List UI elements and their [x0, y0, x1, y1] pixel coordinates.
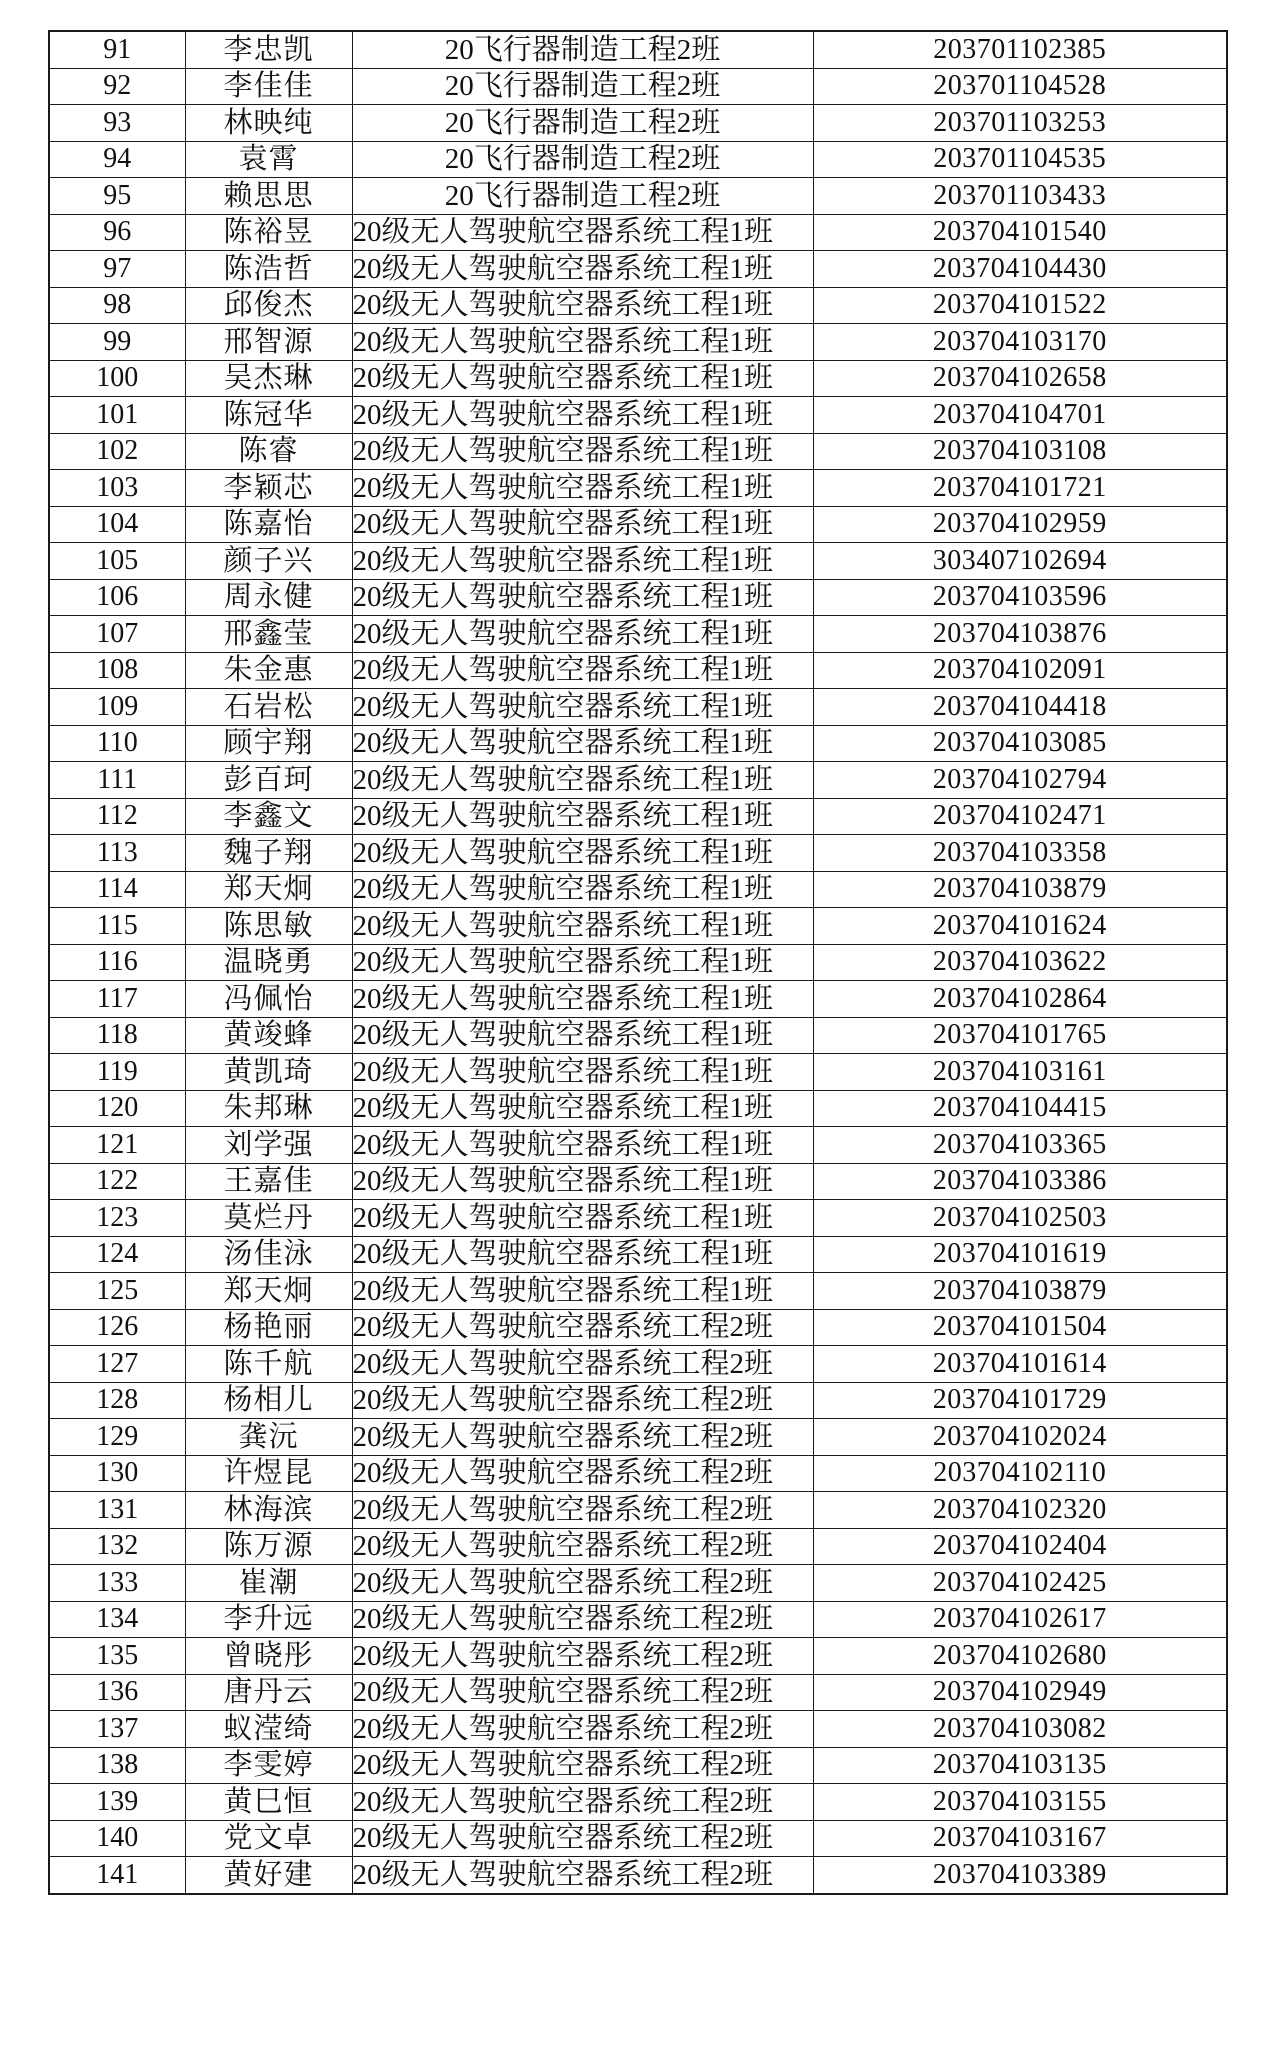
- student-id-cell: 203704101729: [813, 1382, 1227, 1419]
- student-name-cell: 陈千航: [185, 1346, 352, 1383]
- student-id-cell: 203704103386: [813, 1163, 1227, 1200]
- row-number-cell: 118: [49, 1017, 185, 1054]
- student-id-cell: 203704103161: [813, 1054, 1227, 1091]
- class-name-cell: 20级无人驾驶航空器系统工程1班: [352, 725, 813, 762]
- class-name-cell: 20级无人驾驶航空器系统工程1班: [352, 981, 813, 1018]
- student-id-cell: 203704103170: [813, 324, 1227, 361]
- student-id-cell: 203704104430: [813, 251, 1227, 288]
- student-name-cell: 许煜昆: [185, 1455, 352, 1492]
- table-row: [49, 141, 1227, 178]
- table-row: [49, 1674, 1227, 1711]
- class-name-cell: 20飞行器制造工程2班: [352, 141, 813, 178]
- table-row: [49, 652, 1227, 689]
- class-name-cell: 20级无人驾驶航空器系统工程1班: [352, 1090, 813, 1127]
- row-number-cell: 141: [49, 1857, 185, 1894]
- table-row: [49, 470, 1227, 507]
- student-id-cell: 203704101619: [813, 1236, 1227, 1273]
- row-number-cell: 104: [49, 506, 185, 543]
- class-name-cell: 20级无人驾驶航空器系统工程1班: [352, 1163, 813, 1200]
- class-name-cell: 20级无人驾驶航空器系统工程2班: [352, 1309, 813, 1346]
- row-number-cell: 122: [49, 1163, 185, 1200]
- student-name-cell: 陈万源: [185, 1528, 352, 1565]
- class-name-cell: 20级无人驾驶航空器系统工程1班: [352, 1017, 813, 1054]
- class-name-cell: 20级无人驾驶航空器系统工程2班: [352, 1565, 813, 1602]
- student-id-cell: 203704103596: [813, 579, 1227, 616]
- row-number-cell: 95: [49, 178, 185, 215]
- table-row: [49, 1492, 1227, 1529]
- table-row: [49, 689, 1227, 726]
- student-id-cell: 203701102385: [813, 31, 1227, 68]
- row-number-cell: 108: [49, 652, 185, 689]
- student-name-cell: 林海滨: [185, 1492, 352, 1529]
- row-number-cell: 136: [49, 1674, 185, 1711]
- class-name-cell: 20级无人驾驶航空器系统工程2班: [352, 1419, 813, 1456]
- row-number-cell: 134: [49, 1601, 185, 1638]
- class-name-cell: 20级无人驾驶航空器系统工程1班: [352, 908, 813, 945]
- student-id-cell: 203704102949: [813, 1674, 1227, 1711]
- class-name-cell: 20飞行器制造工程2班: [352, 68, 813, 105]
- student-id-cell: 203704103085: [813, 725, 1227, 762]
- class-name-cell: 20级无人驾驶航空器系统工程2班: [352, 1784, 813, 1821]
- student-name-cell: 石岩松: [185, 689, 352, 726]
- table-row: [49, 1528, 1227, 1565]
- student-id-cell: 203704102110: [813, 1455, 1227, 1492]
- class-name-cell: 20级无人驾驶航空器系统工程1班: [352, 689, 813, 726]
- table-row: [49, 1419, 1227, 1456]
- student-name-cell: 曾晓彤: [185, 1638, 352, 1675]
- student-id-cell: 303407102694: [813, 543, 1227, 580]
- student-id-cell: 203704101504: [813, 1309, 1227, 1346]
- student-id-cell: 203704101624: [813, 908, 1227, 945]
- class-name-cell: 20级无人驾驶航空器系统工程1班: [352, 1273, 813, 1310]
- table-row: [49, 871, 1227, 908]
- table-row: [49, 1017, 1227, 1054]
- student-name-cell: 吴杰琳: [185, 360, 352, 397]
- table-row: [49, 725, 1227, 762]
- table-row: [49, 1382, 1227, 1419]
- row-number-cell: 128: [49, 1382, 185, 1419]
- table-row: [49, 1784, 1227, 1821]
- table-row: [49, 506, 1227, 543]
- row-number-cell: 114: [49, 871, 185, 908]
- student-roster-table: [48, 30, 1228, 1895]
- table-row: [49, 1820, 1227, 1857]
- row-number-cell: 96: [49, 214, 185, 251]
- table-row: [49, 1127, 1227, 1164]
- class-name-cell: 20级无人驾驶航空器系统工程1班: [352, 1236, 813, 1273]
- student-id-cell: 203704102959: [813, 506, 1227, 543]
- table-row: [49, 1857, 1227, 1894]
- class-name-cell: 20级无人驾驶航空器系统工程1班: [352, 324, 813, 361]
- student-name-cell: 周永健: [185, 579, 352, 616]
- student-name-cell: 陈浩哲: [185, 251, 352, 288]
- class-name-cell: 20级无人驾驶航空器系统工程2班: [352, 1601, 813, 1638]
- table-row: [49, 1090, 1227, 1127]
- student-name-cell: 温晓勇: [185, 944, 352, 981]
- row-number-cell: 112: [49, 798, 185, 835]
- row-number-cell: 133: [49, 1565, 185, 1602]
- table-row: [49, 360, 1227, 397]
- class-name-cell: 20级无人驾驶航空器系统工程1班: [352, 360, 813, 397]
- student-name-cell: 邱俊杰: [185, 287, 352, 324]
- class-name-cell: 20级无人驾驶航空器系统工程2班: [352, 1528, 813, 1565]
- table-row: [49, 1054, 1227, 1091]
- row-number-cell: 92: [49, 68, 185, 105]
- row-number-cell: 113: [49, 835, 185, 872]
- student-name-cell: 李雯婷: [185, 1747, 352, 1784]
- class-name-cell: 20级无人驾驶航空器系统工程1班: [352, 214, 813, 251]
- student-id-cell: 203704102680: [813, 1638, 1227, 1675]
- student-name-cell: 李升远: [185, 1601, 352, 1638]
- class-name-cell: 20级无人驾驶航空器系统工程2班: [352, 1857, 813, 1894]
- student-name-cell: 李颖芯: [185, 470, 352, 507]
- class-name-cell: 20级无人驾驶航空器系统工程1班: [352, 616, 813, 653]
- table-row: [49, 762, 1227, 799]
- row-number-cell: 120: [49, 1090, 185, 1127]
- student-id-cell: 203701104535: [813, 141, 1227, 178]
- class-name-cell: 20级无人驾驶航空器系统工程1班: [352, 835, 813, 872]
- student-name-cell: 袁霄: [185, 141, 352, 178]
- student-name-cell: 邢鑫莹: [185, 616, 352, 653]
- class-name-cell: 20飞行器制造工程2班: [352, 178, 813, 215]
- student-id-cell: 203704103879: [813, 1273, 1227, 1310]
- table-row: [49, 543, 1227, 580]
- student-id-cell: 203704103622: [813, 944, 1227, 981]
- student-name-cell: 王嘉佳: [185, 1163, 352, 1200]
- row-number-cell: 107: [49, 616, 185, 653]
- table-row: [49, 908, 1227, 945]
- student-name-cell: 黄竣蜂: [185, 1017, 352, 1054]
- class-name-cell: 20级无人驾驶航空器系统工程1班: [352, 944, 813, 981]
- row-number-cell: 97: [49, 251, 185, 288]
- row-number-cell: 132: [49, 1528, 185, 1565]
- student-id-cell: 203701103253: [813, 105, 1227, 142]
- class-name-cell: 20级无人驾驶航空器系统工程2班: [352, 1638, 813, 1675]
- class-name-cell: 20级无人驾驶航空器系统工程1班: [352, 871, 813, 908]
- row-number-cell: 139: [49, 1784, 185, 1821]
- row-number-cell: 105: [49, 543, 185, 580]
- student-id-cell: 203704103365: [813, 1127, 1227, 1164]
- table-row: [49, 287, 1227, 324]
- class-name-cell: 20级无人驾驶航空器系统工程1班: [352, 397, 813, 434]
- student-name-cell: 颜子兴: [185, 543, 352, 580]
- row-number-cell: 100: [49, 360, 185, 397]
- table-row: [49, 1273, 1227, 1310]
- class-name-cell: 20飞行器制造工程2班: [352, 105, 813, 142]
- row-number-cell: 129: [49, 1419, 185, 1456]
- table-row: [49, 1455, 1227, 1492]
- student-name-cell: 唐丹云: [185, 1674, 352, 1711]
- student-name-cell: 陈冠华: [185, 397, 352, 434]
- class-name-cell: 20飞行器制造工程2班: [352, 31, 813, 68]
- row-number-cell: 93: [49, 105, 185, 142]
- table-row: [49, 835, 1227, 872]
- student-id-cell: 203704103358: [813, 835, 1227, 872]
- table-row: [49, 433, 1227, 470]
- student-id-cell: 203704104701: [813, 397, 1227, 434]
- document-page: [48, 30, 1226, 1895]
- table-row: [49, 798, 1227, 835]
- table-row: [49, 1638, 1227, 1675]
- student-id-cell: 203704103876: [813, 616, 1227, 653]
- student-name-cell: 陈睿: [185, 433, 352, 470]
- table-row: [49, 178, 1227, 215]
- row-number-cell: 121: [49, 1127, 185, 1164]
- student-name-cell: 莫烂丹: [185, 1200, 352, 1237]
- row-number-cell: 137: [49, 1711, 185, 1748]
- student-name-cell: 郑天炯: [185, 1273, 352, 1310]
- student-id-cell: 203704102794: [813, 762, 1227, 799]
- student-id-cell: 203704102404: [813, 1528, 1227, 1565]
- row-number-cell: 131: [49, 1492, 185, 1529]
- table-row: [49, 1711, 1227, 1748]
- student-id-cell: 203704103082: [813, 1711, 1227, 1748]
- student-name-cell: 陈裕昱: [185, 214, 352, 251]
- table-row: [49, 105, 1227, 142]
- row-number-cell: 106: [49, 579, 185, 616]
- row-number-cell: 138: [49, 1747, 185, 1784]
- table-row: [49, 1309, 1227, 1346]
- student-id-cell: 203704102617: [813, 1601, 1227, 1638]
- student-id-cell: 203704102091: [813, 652, 1227, 689]
- class-name-cell: 20级无人驾驶航空器系统工程1班: [352, 543, 813, 580]
- class-name-cell: 20级无人驾驶航空器系统工程1班: [352, 433, 813, 470]
- student-id-cell: 203704104415: [813, 1090, 1227, 1127]
- student-name-cell: 林映纯: [185, 105, 352, 142]
- student-name-cell: 彭百珂: [185, 762, 352, 799]
- student-name-cell: 杨相儿: [185, 1382, 352, 1419]
- student-name-cell: 黄好建: [185, 1857, 352, 1894]
- student-id-cell: 203704103135: [813, 1747, 1227, 1784]
- student-name-cell: 黄巳恒: [185, 1784, 352, 1821]
- student-name-cell: 冯佩怡: [185, 981, 352, 1018]
- row-number-cell: 125: [49, 1273, 185, 1310]
- row-number-cell: 115: [49, 908, 185, 945]
- table-row: [49, 31, 1227, 68]
- row-number-cell: 116: [49, 944, 185, 981]
- table-row: [49, 1200, 1227, 1237]
- student-name-cell: 黄凯琦: [185, 1054, 352, 1091]
- class-name-cell: 20级无人驾驶航空器系统工程2班: [352, 1674, 813, 1711]
- class-name-cell: 20级无人驾驶航空器系统工程1班: [352, 1127, 813, 1164]
- student-name-cell: 龚沅: [185, 1419, 352, 1456]
- row-number-cell: 135: [49, 1638, 185, 1675]
- table-row: [49, 324, 1227, 361]
- table-row: [49, 579, 1227, 616]
- student-name-cell: 郑天炯: [185, 871, 352, 908]
- student-id-cell: 203704102658: [813, 360, 1227, 397]
- class-name-cell: 20级无人驾驶航空器系统工程1班: [352, 652, 813, 689]
- student-name-cell: 陈嘉怡: [185, 506, 352, 543]
- row-number-cell: 102: [49, 433, 185, 470]
- table-row: [49, 214, 1227, 251]
- class-name-cell: 20级无人驾驶航空器系统工程2班: [352, 1455, 813, 1492]
- class-name-cell: 20级无人驾驶航空器系统工程1班: [352, 287, 813, 324]
- table-row: [49, 1163, 1227, 1200]
- table-row: [49, 251, 1227, 288]
- student-name-cell: 赖思思: [185, 178, 352, 215]
- class-name-cell: 20级无人驾驶航空器系统工程1班: [352, 470, 813, 507]
- student-id-cell: 203704102425: [813, 1565, 1227, 1602]
- student-name-cell: 汤佳泳: [185, 1236, 352, 1273]
- class-name-cell: 20级无人驾驶航空器系统工程2班: [352, 1711, 813, 1748]
- student-name-cell: 崔潮: [185, 1565, 352, 1602]
- student-id-cell: 203704103879: [813, 871, 1227, 908]
- class-name-cell: 20级无人驾驶航空器系统工程1班: [352, 1200, 813, 1237]
- table-row: [49, 944, 1227, 981]
- student-id-cell: 203704102864: [813, 981, 1227, 1018]
- row-number-cell: 130: [49, 1455, 185, 1492]
- table-row: [49, 1601, 1227, 1638]
- table-row: [49, 1747, 1227, 1784]
- student-name-cell: 党文卓: [185, 1820, 352, 1857]
- student-name-cell: 顾宇翔: [185, 725, 352, 762]
- class-name-cell: 20级无人驾驶航空器系统工程2班: [352, 1747, 813, 1784]
- class-name-cell: 20级无人驾驶航空器系统工程1班: [352, 251, 813, 288]
- student-name-cell: 杨艳丽: [185, 1309, 352, 1346]
- student-id-cell: 203704101522: [813, 287, 1227, 324]
- student-name-cell: 李忠凯: [185, 31, 352, 68]
- row-number-cell: 111: [49, 762, 185, 799]
- row-number-cell: 103: [49, 470, 185, 507]
- row-number-cell: 109: [49, 689, 185, 726]
- student-name-cell: 蚁滢绮: [185, 1711, 352, 1748]
- student-id-cell: 203704103167: [813, 1820, 1227, 1857]
- student-id-cell: 203701103433: [813, 178, 1227, 215]
- class-name-cell: 20级无人驾驶航空器系统工程2班: [352, 1492, 813, 1529]
- row-number-cell: 101: [49, 397, 185, 434]
- student-name-cell: 李鑫文: [185, 798, 352, 835]
- table-row: [49, 616, 1227, 653]
- student-name-cell: 朱邦琳: [185, 1090, 352, 1127]
- class-name-cell: 20级无人驾驶航空器系统工程1班: [352, 506, 813, 543]
- student-id-cell: 203704103108: [813, 433, 1227, 470]
- student-id-cell: 203704102503: [813, 1200, 1227, 1237]
- student-name-cell: 李佳佳: [185, 68, 352, 105]
- student-id-cell: 203704101540: [813, 214, 1227, 251]
- class-name-cell: 20级无人驾驶航空器系统工程1班: [352, 762, 813, 799]
- row-number-cell: 124: [49, 1236, 185, 1273]
- student-name-cell: 邢智源: [185, 324, 352, 361]
- row-number-cell: 140: [49, 1820, 185, 1857]
- table-row: [49, 1565, 1227, 1602]
- class-name-cell: 20级无人驾驶航空器系统工程1班: [352, 798, 813, 835]
- class-name-cell: 20级无人驾驶航空器系统工程2班: [352, 1820, 813, 1857]
- table-row: [49, 397, 1227, 434]
- row-number-cell: 99: [49, 324, 185, 361]
- class-name-cell: 20级无人驾驶航空器系统工程2班: [352, 1346, 813, 1383]
- student-id-cell: 203704102471: [813, 798, 1227, 835]
- student-id-cell: 203704101614: [813, 1346, 1227, 1383]
- student-name-cell: 陈思敏: [185, 908, 352, 945]
- student-name-cell: 刘学强: [185, 1127, 352, 1164]
- row-number-cell: 91: [49, 31, 185, 68]
- student-id-cell: 203704102320: [813, 1492, 1227, 1529]
- student-name-cell: 朱金惠: [185, 652, 352, 689]
- table-row: [49, 1346, 1227, 1383]
- roster-body: [49, 31, 1227, 1894]
- table-row: [49, 981, 1227, 1018]
- student-id-cell: 203704103389: [813, 1857, 1227, 1894]
- row-number-cell: 123: [49, 1200, 185, 1237]
- row-number-cell: 117: [49, 981, 185, 1018]
- student-id-cell: 203704102024: [813, 1419, 1227, 1456]
- student-id-cell: 203704101721: [813, 470, 1227, 507]
- student-id-cell: 203704104418: [813, 689, 1227, 726]
- row-number-cell: 126: [49, 1309, 185, 1346]
- table-row: [49, 1236, 1227, 1273]
- class-name-cell: 20级无人驾驶航空器系统工程2班: [352, 1382, 813, 1419]
- row-number-cell: 98: [49, 287, 185, 324]
- class-name-cell: 20级无人驾驶航空器系统工程1班: [352, 1054, 813, 1091]
- row-number-cell: 110: [49, 725, 185, 762]
- table-row: [49, 68, 1227, 105]
- row-number-cell: 119: [49, 1054, 185, 1091]
- student-id-cell: 203704103155: [813, 1784, 1227, 1821]
- class-name-cell: 20级无人驾驶航空器系统工程1班: [352, 579, 813, 616]
- student-name-cell: 魏子翔: [185, 835, 352, 872]
- row-number-cell: 94: [49, 141, 185, 178]
- student-id-cell: 203704101765: [813, 1017, 1227, 1054]
- row-number-cell: 127: [49, 1346, 185, 1383]
- student-id-cell: 203701104528: [813, 68, 1227, 105]
